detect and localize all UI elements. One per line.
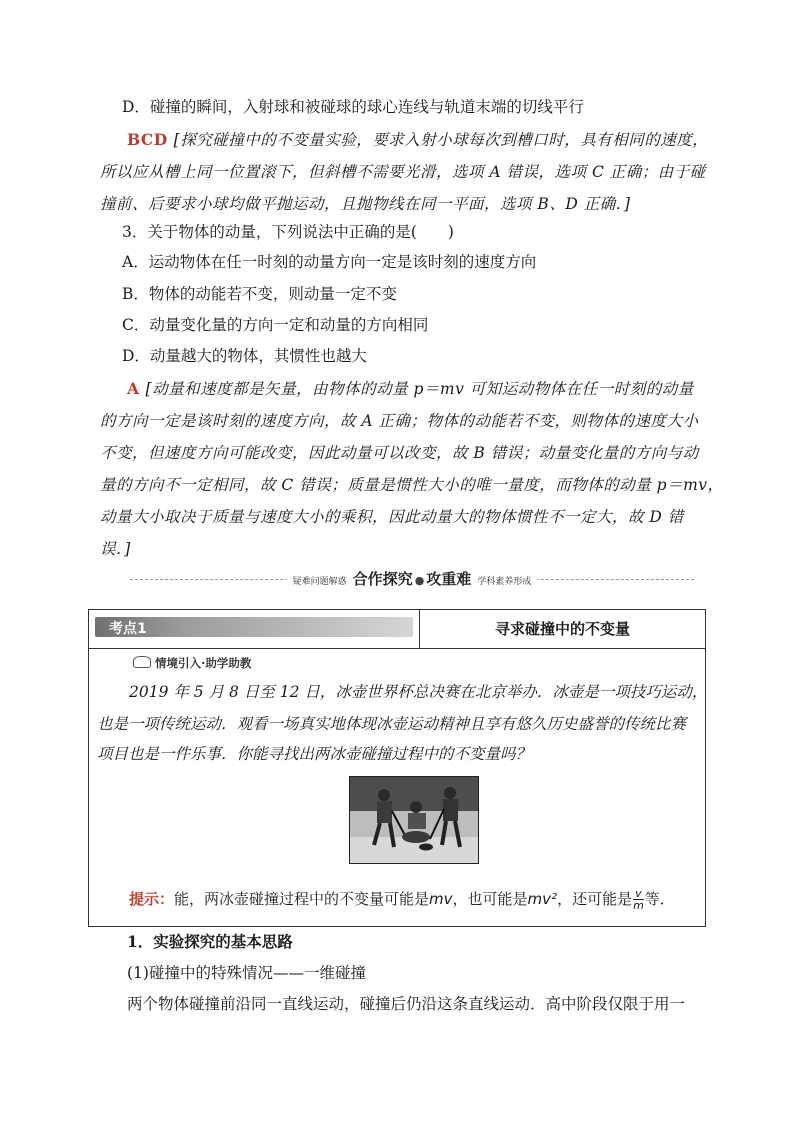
curling-photo-image <box>350 777 478 863</box>
tishi-mv: mv <box>429 890 453 908</box>
subheading-1d-collision: (1)碰撞中的特殊情况——一维碰撞 <box>127 964 366 982</box>
tishi-label: 提示： <box>129 890 175 908</box>
q3-stem: 3．关于物体的动量，下列说法中正确的是( ) <box>122 223 454 241</box>
tishi-line: 提示：能，两冰壶碰撞过程中的不变量可能是mv，也可能是mv²，还可能是 $\frac{v}{m}$ 等． <box>129 887 675 912</box>
section-arrow-icon: ● <box>414 574 425 587</box>
story-line: 2019 年 5 月 8 日至 12 日，冰壶世界杯总决赛在北京举办．冰壶是一项技巧运动， <box>129 683 708 701</box>
q3-option-d: D．动量越大的物体，其惯性也越大 <box>122 347 367 365</box>
fraction-v-over-m: $\frac{v}{m}$ <box>633 887 644 912</box>
tishi-mv2: mv² <box>527 890 558 908</box>
story-line: 项目也是一件乐事．你能寻找出两冰壶碰撞过程中的不变量吗？ <box>97 745 532 763</box>
kaodian-box <box>88 609 706 927</box>
q2-option-d: D．碰撞的瞬间，入射球和被碰球的球心连线与轨道末端的切线平行 <box>122 98 584 116</box>
q2-answer: BCD <box>127 130 168 149</box>
q2-explain-line: 撞前、后要求小球均做平抛运动，且抛物线在同一平面，选项 B、D 正确．] <box>100 195 631 213</box>
paragraph: 两个物体碰撞前沿同一直线运动，碰撞后仍沿这条直线运动．高中阶段仅限于用一 <box>127 995 686 1013</box>
q3-answer: A <box>127 379 140 398</box>
story-line: 也是一项传统运动．观看一场真实地体现冰壶运动精神且享有悠久历史盛誉的传统比赛 <box>97 715 687 733</box>
kaodian-header <box>89 610 705 649</box>
heading-basic-idea: 1．实验探究的基本思路 <box>127 932 293 951</box>
kaodian-title: 寻求碰撞中的不变量 <box>494 620 630 638</box>
q3-explain-line: A [动量和速度都是矢量，由物体的动量 p＝mv 可知运动物体在任一时刻的动量 <box>127 379 694 398</box>
q3-explain-line: 不变，但速度方向可能改变，因此动量可以改变，故 B 错误；动量变化量的方向与动 <box>100 444 699 462</box>
q3-explain-line: 动量大小取决于质量与速度大小的乘积，因此动量大的物体惯性不一定大，故 D 错 <box>100 508 684 526</box>
section-title-part2: 攻重难 <box>426 570 472 588</box>
q3-option-b: B．物体的动能若不变，则动量一定不变 <box>122 285 397 303</box>
q3-explain-line: 误．] <box>100 540 131 558</box>
section-divider <box>130 568 694 588</box>
q2-explain-line: BCD [探究碰撞中的不变量实验，要求入射小球每次到槽口时，具有相同的速度， <box>127 130 709 149</box>
q3-option-a: A．运动物体在任一时刻的动量方向一定是该时刻的速度方向 <box>122 253 537 271</box>
kaodian-label: 考点1 <box>109 621 147 637</box>
q3-explain-line: 的方向一定是该时刻的速度方向，故 A 正确；物体的动能若不变，则物体的速度大小 <box>100 412 699 430</box>
q2-explain-line: 所以应从槽上同一位置滚下，但斜槽不需要光滑，选项 A 错误，选项 C 正确；由于碰 <box>100 163 706 181</box>
qingjing-heading: 情境引入·助学助教 <box>133 655 251 671</box>
q3-option-c: C．动量变化量的方向一定和动量的方向相同 <box>122 316 429 334</box>
section-left-caption: 疑难问题解惑 <box>287 577 353 587</box>
teapot-icon <box>133 656 151 668</box>
q3-explain-line: 量的方向不一定相同，故 C 错误；质量是惯性大小的唯一量度，而物体的动量 p＝mv， <box>100 476 724 494</box>
curling-photo <box>349 776 479 864</box>
kaodian-label-bar <box>95 617 413 637</box>
section-title-part1: 合作探究 <box>352 570 413 588</box>
section-right-caption: 学科素养形成 <box>471 577 537 587</box>
